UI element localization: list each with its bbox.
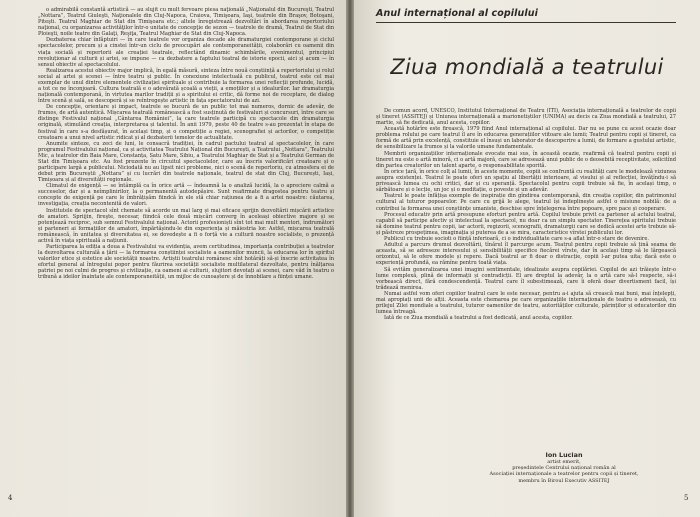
left-page-body bbox=[38, 7, 334, 280]
body-paragraph: Adultul a parcurs drumul dezvoltării, tînărul îl parcurge acum. Teatrul pentru copii trebuie să țină seama de aceasta, să se adreseze interesului și sensibilității specifice fiecărei vîrste, dar în același timp să le lărgească orizontul, să le ofere modele și repere. Dacă teatrul ar fi doar o distracție, copiii l-ar putea uita; dacă este o experiență profundă, ea rămîne pentru toată viața. bbox=[376, 242, 676, 267]
body-paragraph: o admirabilă constantă artistică — au slujit cu mult fervoare piesa naţională „Naţionalul din Bucureşti, Teatrul „Nottara”, Teatrul Giuleşti, Naţionalele din Cluj-Napoca, Craiova, Timişoara, Iaşi, teatrele din Braşov, Botoşani, Piteşti. Teatrul Maghiar de Stat din Timişoara etc.; altele înregistrează dezvoltări în abordarea repertoriului naţional, cu organizarea activităţilor într-o unitate de concepţie de sezon — teatrele de dramă, Teatrul de Stat din Ploieşti, noile teatre din Galaţi, Reşiţa, Teatrul Maghiar de Stat din Cluj-Napoca. bbox=[38, 7, 334, 38]
author-name: Ion Lucian bbox=[545, 451, 583, 459]
body-paragraph: Climatul de exigență — se întâmplă ca în orice artă — îndeamnă la o analiză lucidă, la o apreciere calmă a succeselor, dar și a neîmplinirilor, la o permanentă autodepășire. Sunt reafirmate dragostea pentru teatru și concepte de exigență pe care le îmbrățișăm fiindcă în ele stă chiar rațiunea de a fi a artei noastre: căutarea, investigația, creația necontenită de valori. bbox=[38, 183, 334, 208]
author-role: Asociației internaționale a teatrelor pentru copii și tineret, bbox=[489, 471, 639, 478]
body-paragraph: Institutele de spectacol sînt chemate să acorde un mai larg și mai eficace sprijin dezvoltării mișcării artistice de amatori. Spriijin, fireşte, necesar, fiindcă cele două mișcări converg în aceleași obiective majore și se potențează reciproc, sub semnul Festivalului național. Actorii profesioniști sînt tot mai mult mentori, îndrumători și parteneri ai formațiilor de amatori, împărtășindu-le din experiența și măiestria lor. Astfel, mișcarea teatrală românească, în unitatea și diversitatea ei, se dovedește a fi o forță vie a culturii noastre socialiste, o prezență activă în viața spirituală a națiunii. bbox=[38, 207, 334, 244]
body-paragraph: De concepție, orientare și impact, teatrele se bucură de un public tot mai numeros, dornic de adevăr, de frumos, de artă autentică. Mișcarea teatrală românească a fost susținută de festivaluri și concursuri, între care se distinge Festivalul național „Cântarea României”, la care teatrele participă cu spectacole din dramaturgia originală, stimulând creația, interpretarea și talentul. În anii 1979, peste 40 de teatre s-au prezentat în etapa de festival în care s-a desfășurat, în același timp, și o competiție a regiei, scenografiei și actorilor, o competiție creatoare a unui nivel artistic ridicat și al dezbaterii temelor de actualitate. bbox=[38, 104, 334, 141]
header-rule bbox=[376, 22, 676, 23]
book-gutter bbox=[346, 0, 354, 517]
body-paragraph: Numai astfel vom oferi copiilor teatrul care le este necesar, pentru a-i ajuta să crească mai buni, mai înțelepți, mai apropiați unii de alții. Aceasta este chemarea pe care organizațiile internaționale de teatru o adresează, cu prilejul Zilei mondiale a teatrului, tuturor oamenilor de teatru, autorităților culturale, părinților și educatorilor din lumea întreagă. bbox=[376, 291, 676, 316]
page-number-right: 5 bbox=[684, 494, 689, 502]
right-page bbox=[354, 0, 700, 517]
body-paragraph: Dezbaterea chiar înfăptuiri — în care teatrele vor organiza decade ale dramaturgiei contemporane și ciclul spectacolelor, precum și a cinstei într-un ciclu de preocupări ale contemporaneității, colaborări cu oamenii din viața socială și repertorii ale creației teatrale, reflectând dinamic schimbările, evenimentul, principiul revoluționar al culturii și artei, se impune — ca dezbatere a faptului teatral de istorie epocii, aici și acum — în sensul obiectiv al spectacolului. bbox=[38, 37, 334, 68]
body-paragraph: Teatrul le poate înfățișa exemple de inspirație din gîndirea contemporană, din creația copiilor, din patrimoniul cultural al tuturor popoarelor. Pe care cu grijă le alege, teatrul își îndeplinește astfel o misiune nobilă: de a contribui la formarea unei conștiințe umaniste, deschise spre înțelegerea între popoare, spre pace și cooperare. bbox=[376, 193, 676, 212]
section-header bbox=[376, 8, 676, 23]
author-signature bbox=[464, 451, 664, 484]
body-paragraph: Iată de ce Ziua mondială a teatrului a fost dedicată, anul acesta, copiilor. bbox=[384, 315, 573, 322]
author-role: membru în Biroul Executiv ASSITEJ bbox=[518, 477, 610, 484]
body-paragraph: Participarea la ediția a doua a Festivalului va evidenția, avem certitudinea, importanța contribuției a teatrelor la dezvoltarea culturală a țării — la formarea conștiinței socialiste a oamenilor muncii, la educarea lor în spiritul valorilor etice și estetice ale societății noastre. Artiștii teatrului românesc sînt hotărâți să-și înscrie activitatea în efortul general al întregului popor pentru făurirea societății socialiste multilateral dezvoltate, pentru înălțarea patriei pe noi culmi de progres și civilizație, ca oameni ai culturii, slujitori devotați ai scenei, care văd în teatru o tribună a ideilor înaintate ale contemporaneității, un mijloc de cunoaștere și de înnobilare a ființei umane. bbox=[38, 244, 334, 281]
body-paragraph: Anumite sinteze, cu zeci de luni, le consacră tradiției, în cadrul pactului teatral al spectacolelor, în care programul Festivalului național, ca și activitatea Teatrului Național din București, a Teatrului „Nottara”, Teatrului Mic, a teatrelor din Baia Mare, Constanța, Satu Mare, Sibiu, a Teatrului Maghiar de Stat și a Teatrului German de Stat din Timișoara etc. Au fost prezente în circuitul spectacolelor, care au înscris valorificări creatoare și o participare largă a publicului. Niciodată nu au lipsit nici probleme, nici o scenă de repertoriu, cu atmosfera ei de debut prin Bucureștii „Nottara” și cu lucrări din teatrele naționale, teatrul de stat din Cluj, București, Iași, Timișoara și al diversității regionale. bbox=[38, 140, 334, 184]
body-paragraph: Realizarea acestui obiectiv major implică, în egală măsură, sinteza între nouă conștiință a repertoriului și rolul social al artei și scenei — între teatru și public. În conexiune intelectuală cu publicul, teatrul este cel mai exemplar de unul dintre elementele civilizației spirituale și contribuie la formarea unei reflecții profunde, lucidă, a tot ce ne înconjoară. Cultura teatrală e o adevărată școală a vieții, a emoțiilor și a idealurilor. Iar dramaturgia națională contemporană, în virtutea marilor tradiții și a spiritului ei critic, dă forme noi de receptare, de dialog între scenă și sală, se descoperă și se reîntregește artistic în fața spectatorului de azi. bbox=[38, 67, 334, 105]
section-kicker: Anul internațional al copilului bbox=[376, 8, 538, 19]
body-paragraph: Membrii organizațiilor internaționale evocate mai sus, în această ocazie, reafirmă că teatrul pentru copii și tineret nu este o artă minoră, ci o artă majoră, care se adresează unui public de o deosebită receptivitate, solicitînd din partea creatorilor un talent aparte, o responsabilitate sporită. bbox=[376, 150, 676, 169]
right-page-body bbox=[376, 108, 676, 322]
author-role: artist emerit, bbox=[547, 459, 581, 465]
body-paragraph: În orice țară, în orice colț al lumii, în aceste momente, copiii se confruntă cu realități care le modelează viziunea asupra existenței. Teatrul le poate oferi un spațiu al libertății interioare, al visului și al reflecției, învățîndu-i să privească lumea cu ochi critici, dar și cu speranță. Spectacolul pentru copii trebuie să fie, în același timp, o sărbătoare și o lecție, un joc și o meditație, o poveste și un adevăr. bbox=[376, 169, 676, 194]
author-role: președintele Centrului național român al bbox=[512, 465, 616, 472]
left-page bbox=[0, 0, 346, 517]
article-title: Ziua mondială a teatrului bbox=[390, 55, 664, 79]
body-paragraph: Această hotărîre este firească, 1979 fiind Anul internațional al copilului. Dar nu se pune cu acest ocazie doar problema rolului pe care teatrul îl are în educarea generațiilor viitoare ale lumii; Teatrul pentru copii și tineret, ca formă de artă prin excelență, constituie el însuși un laborator de descoperire a lumii, de formare a gustului artistic, de sensibilizare la frumos și la valorile umane fundamentale. bbox=[376, 126, 676, 151]
body-paragraph: Procesul educativ prin artă presupune eforturi pentru artă. Copilul trebuie privit ca partener al actului teatral, capabil să participe afectiv și intelectual la spectacol, nu doar ca un simplu spectator. Tinerețea spiritului trebuie să domine teatrul pentru copii, iar actorii, regizorii, scenografii, dramaturgii care se dedică acestei arte trebuie să-și păstreze prospețimea, imaginația și puterea de a se mira, caracteristice vîrstei publicului lor. bbox=[376, 211, 676, 236]
body-paragraph: Să evităm generalizarea unei imagini sentimentale, idealizate asupra copilăriei. Copilul de azi trăiește într-o lume complexă, plină de informații și contradicții. El are dreptul la adevăr, la o artă care să-l respecte, să-i vorbească direct, fără condescendență. Teatrul care îl subestimează, care îi oferă doar divertisment facil, își trădează menirea. bbox=[376, 266, 676, 291]
page-number-left: 4 bbox=[8, 494, 13, 502]
body-paragraph: Publicul cu trebuie socioti o ființă inferioară, ci o individualitate care s-a aflat într-o stare de devenire. bbox=[384, 236, 649, 243]
body-paragraph: De comun acord, UNESCO, Institutul Internațional de Teatru (ITI), Asociația internațională a teatrelor de copii și tineret (ASSITEJ) și Uniunea internațională a marionetiștilor (UNIMA) au decis ca Ziua mondială a teatrului, 27 martie, să fie dedicată, anul acesta, copiilor. bbox=[376, 108, 676, 127]
